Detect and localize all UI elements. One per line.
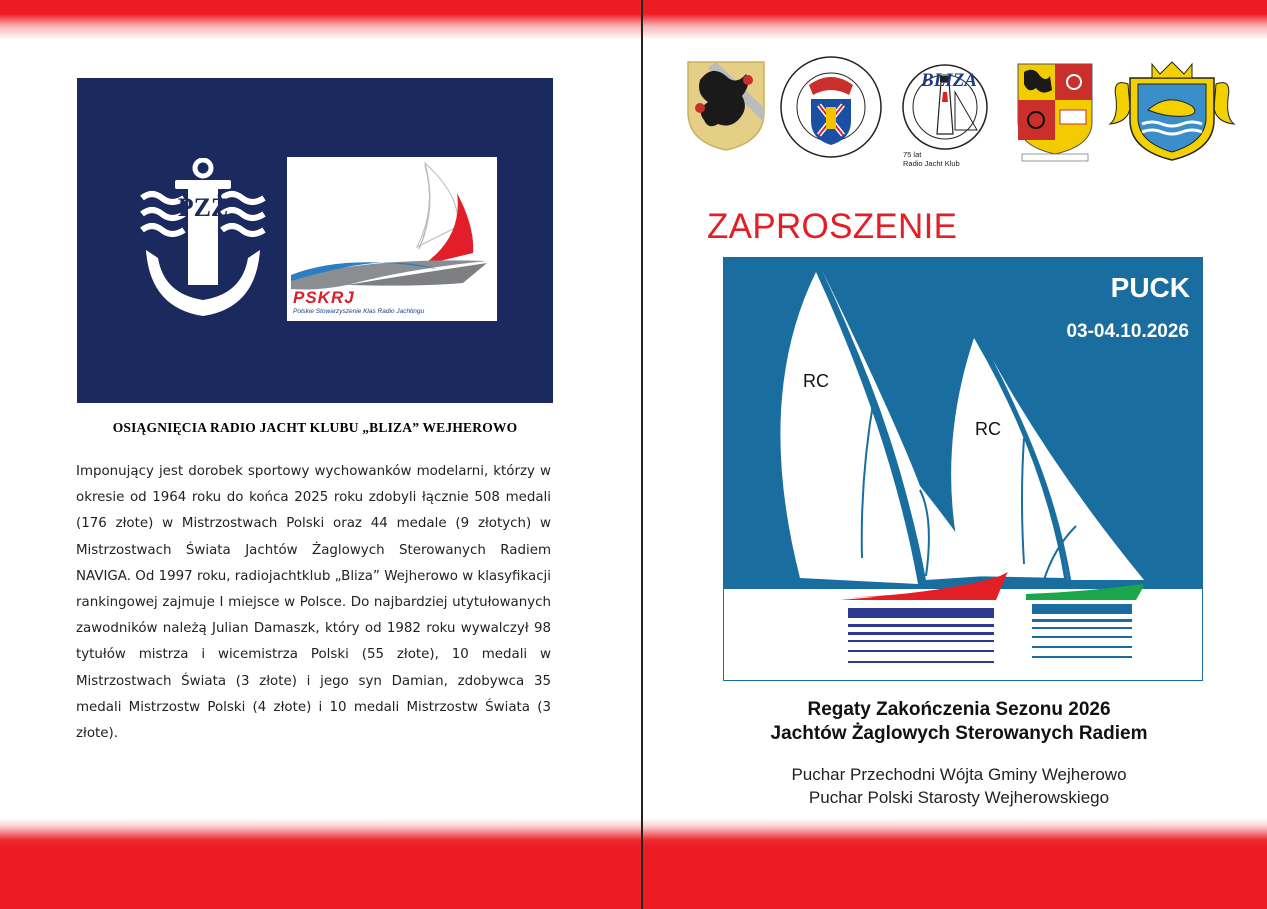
gmina-wejherowo-crest-icon (1016, 62, 1094, 162)
bliza-club-logo (897, 62, 1001, 152)
bliza-wordmark: BLIZA (921, 70, 977, 91)
invitation-title: ZAPROSZENIE (707, 207, 958, 246)
achievements-heading: OSIĄGNIĘCIA RADIO JACHT KLUBU „BLIZA” WEJHEROWO (112, 420, 518, 435)
poster-city: PUCK (1110, 272, 1190, 303)
puck-crest-icon (1108, 58, 1236, 162)
regatta-poster (723, 257, 1203, 681)
trophy-line1: Puchar Przechodni Wójta Gminy Wejherowo (791, 765, 1127, 784)
zsp4-school-logo (779, 55, 883, 159)
page-fold-line (641, 0, 643, 909)
bottom-red-band (0, 818, 1267, 909)
pskrj-subtitle: Polskie Stowarzyszenie Klas Radio Jachtingu (293, 308, 425, 315)
poster-dates: 03-04.10.2026 (1066, 321, 1189, 342)
top-red-band (0, 0, 1267, 40)
bliza-caption-line2: Radio Jacht Klub (903, 159, 960, 168)
bliza-caption-line1: 75 lat (903, 150, 922, 159)
pskrj-wordmark: PSKRJ (293, 288, 355, 307)
event-title-line2: Jachtów Żaglowych Sterowanych Radiem (770, 723, 1148, 744)
pomorskie-crest-icon (686, 60, 766, 152)
achievements-body: Imponujący jest dorobek sportowy wychowanków modelarni, którzy w okresie od 1964 roku do końca 2025 roku zdobyli łącznie 508 medali (176 złote) w Mistrzostwach Polski oraz 44 medale (9 złotych) w Mistrzostwach Świata Jachtów Żaglowych Sterowanych Radiem NAVIGA. Od 1997 roku, radiojachtklub „Bliza” Wejherowo w klasyfikacji rankingowej zajmuje I miejsce w Polsce. Do najbardziej utytułowanych zawodników należą Julian Damaszk, który od 1982 roku wywalczył 98 tytułów mistrza i wicemistrza Polski (55 złote), 10 medali w Mistrzostwach Świata (3 złote) i jego syn Damian, zdobywca 35 medali Mistrzostw Polski (4 złote) i 10 medali Mistrzostw Świata (3 złote). (76, 464, 551, 742)
event-title-line1: Regaty Zakończenia Sezonu 2026 (807, 699, 1111, 720)
sail-label-rc-1: RC (803, 371, 829, 391)
pzz-letter-p: PZŻ (177, 193, 229, 222)
sail-label-rc-2: RC (975, 419, 1001, 439)
pzz-anchor-logo (140, 158, 266, 320)
trophy-line2: Puchar Polski Starosty Wejherowskiego (808, 788, 1110, 807)
pskrj-logo (287, 157, 497, 321)
